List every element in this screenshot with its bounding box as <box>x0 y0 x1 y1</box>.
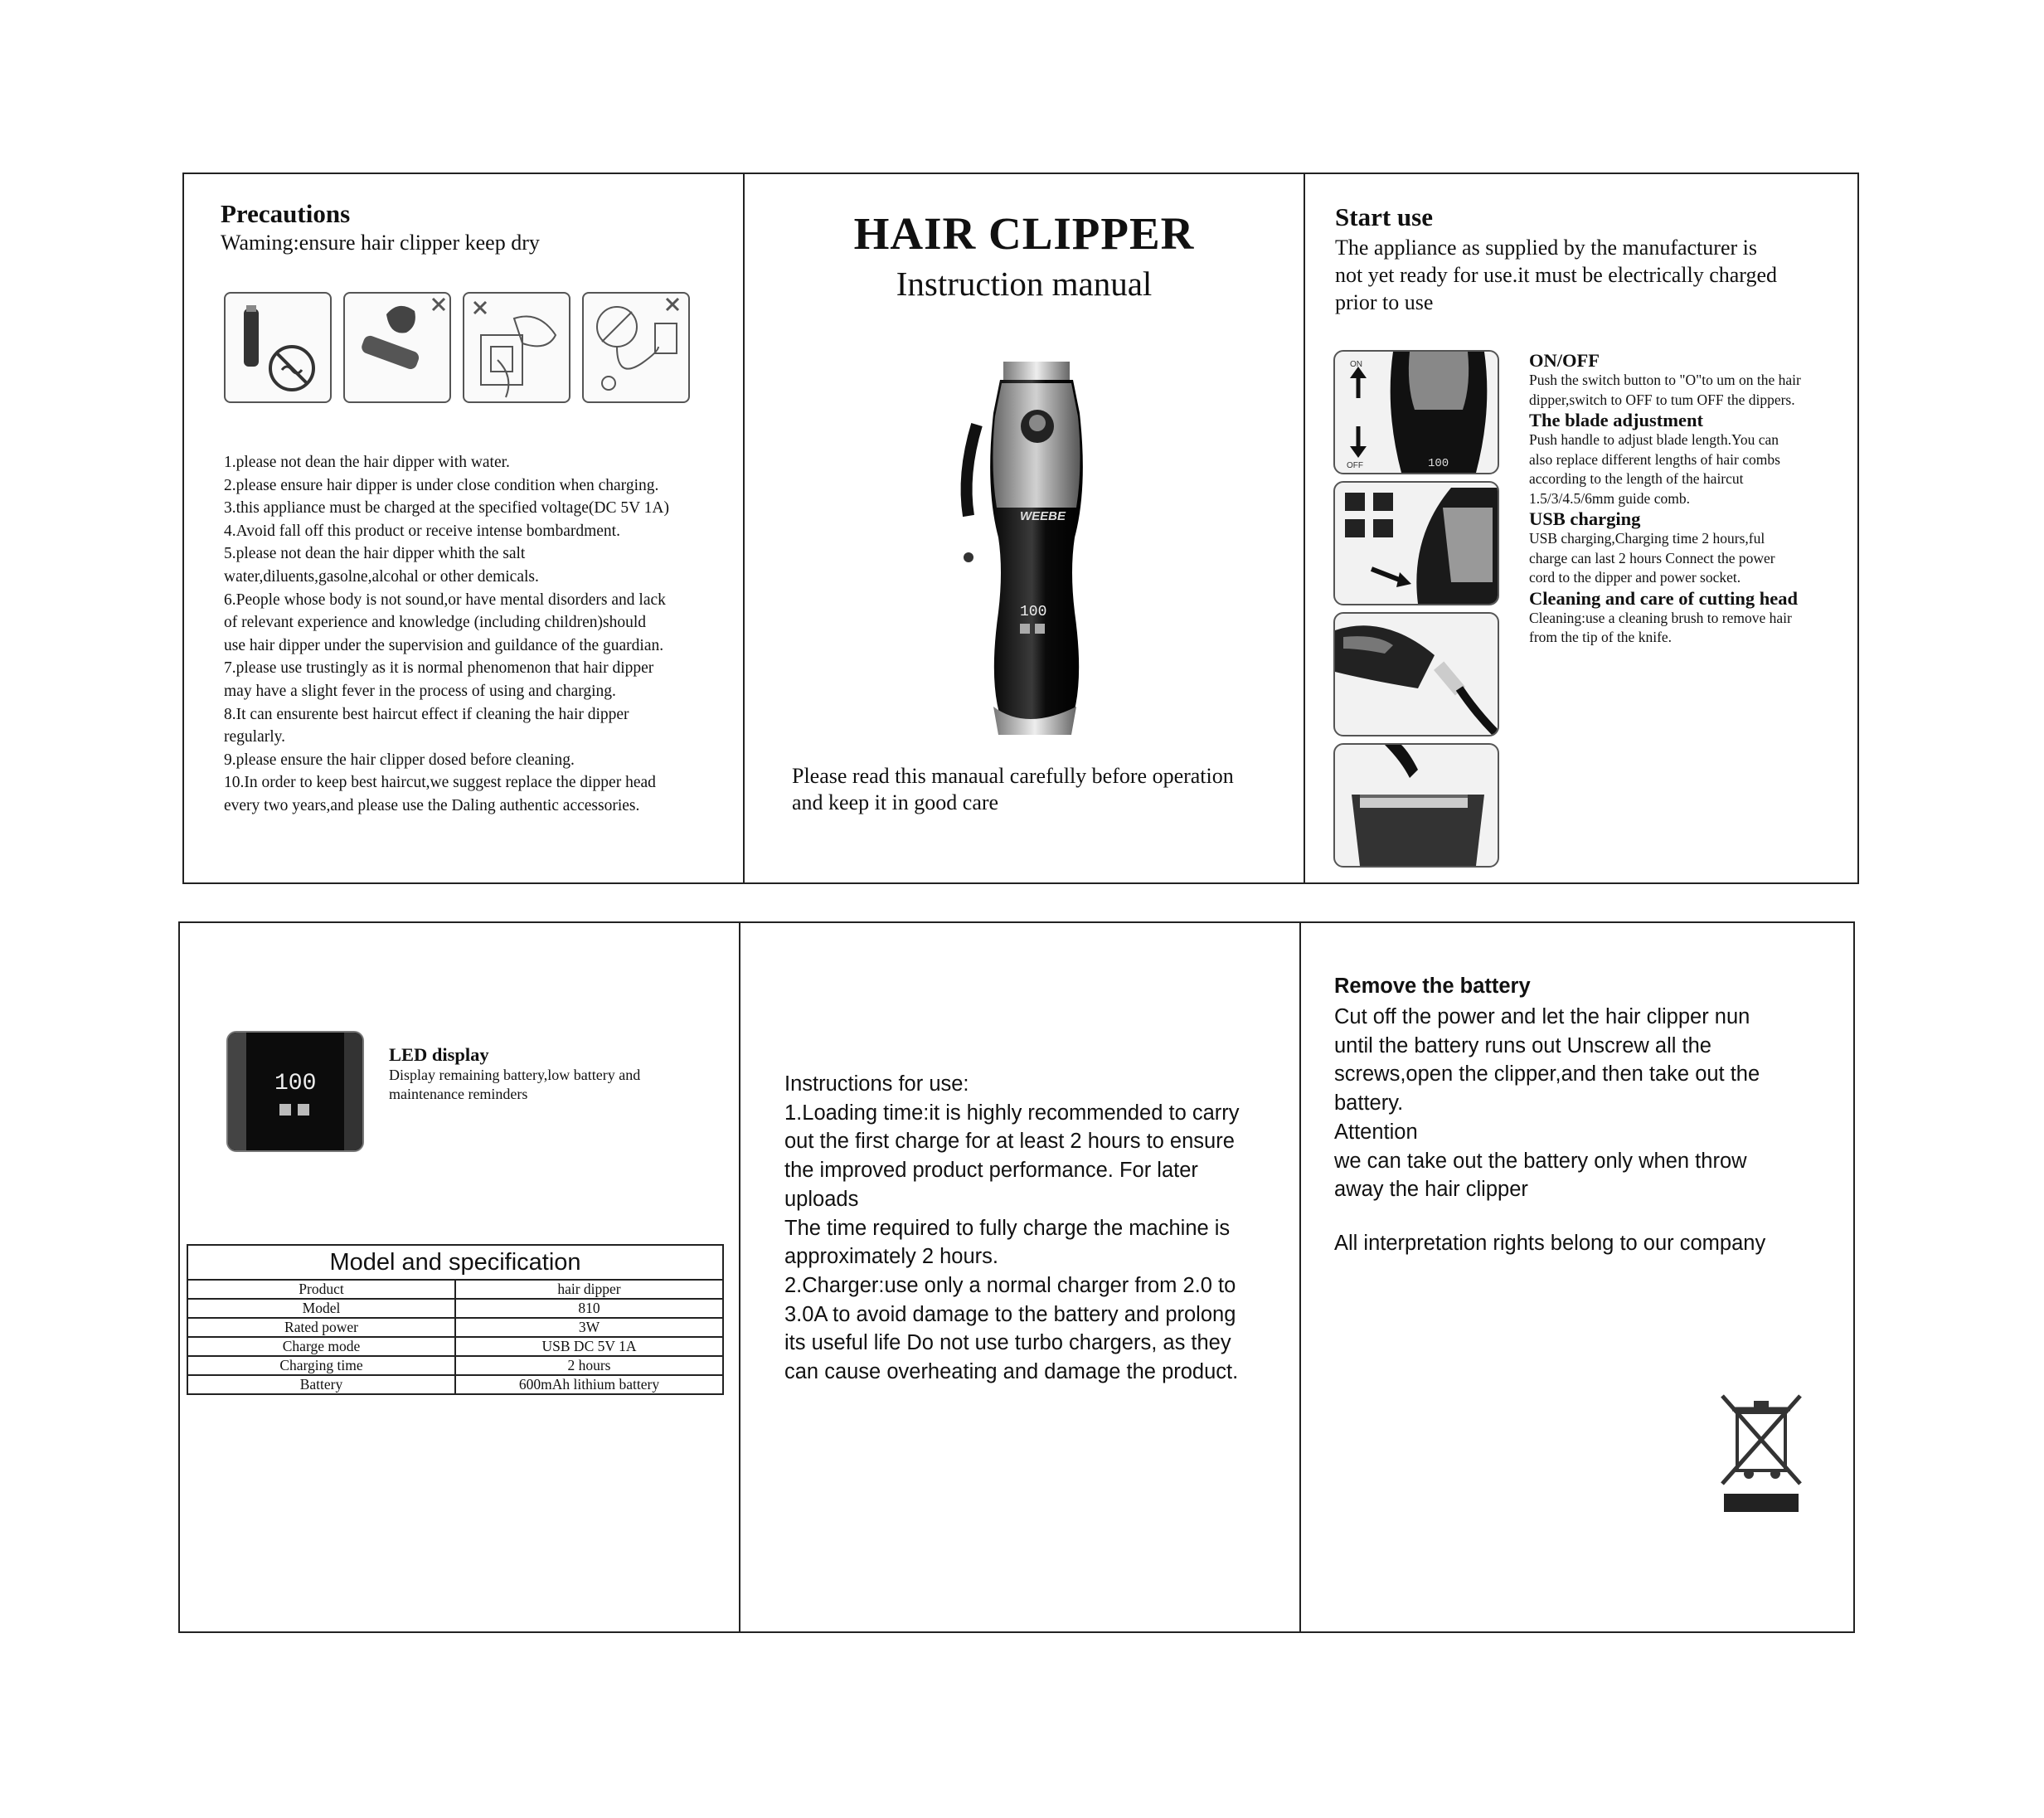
precaution-line: 7.please use trustingly as it is normal phenomenon that hair dipper <box>224 659 654 678</box>
precaution-line: 10.In order to keep best haircut,we suggest replace the dipper head <box>224 774 656 792</box>
off-label: OFF <box>1347 461 1363 470</box>
spec-value: USB DC 5V 1A <box>455 1337 723 1356</box>
spec-label: Product <box>187 1280 455 1299</box>
manual-subtitle: Instruction manual <box>896 265 1153 303</box>
spec-row <box>187 1337 723 1356</box>
spec-value: hair dipper <box>455 1280 723 1299</box>
usage-line: its useful life Do not use turbo chargers, as they <box>784 1331 1231 1355</box>
precaution-line: 9.please ensure the hair clipper dosed before cleaning. <box>224 751 575 769</box>
precautions-warning: Waming:ensure hair clipper keep dry <box>221 231 540 255</box>
start-use-heading: Start use <box>1335 202 1433 231</box>
spec-table <box>187 1279 724 1395</box>
svg-text:100: 100 <box>1428 457 1449 470</box>
spec-label: Battery <box>187 1375 455 1394</box>
on-label: ON <box>1350 360 1362 369</box>
step-text: Push the switch button to "O"to um on the hair <box>1529 372 1801 388</box>
usage-panel <box>740 923 1299 1631</box>
usage-line: can cause overheating and damage the product. <box>784 1360 1239 1384</box>
precaution-line: 6.People whose body is not sound,or have mental disorders and lack <box>224 591 666 609</box>
weee-bin-icon <box>1716 1388 1807 1512</box>
step-title: Cleaning and care of cutting head <box>1529 587 1798 609</box>
step-title: The blade adjustment <box>1529 410 1704 430</box>
step-text: USB charging,Charging time 2 hours,ful <box>1529 530 1765 547</box>
precaution-line: every two years,and please use the Daling authentic accessories. <box>224 796 640 814</box>
precaution-line: of relevant experience and knowledge (including children)should <box>224 614 646 632</box>
spec-row <box>187 1375 723 1394</box>
usage-line: 1.Loading time:it is highly recommended to carry <box>784 1101 1240 1125</box>
intro-line: not yet ready for use.it must be electrically charged <box>1335 263 1778 287</box>
usage-line: 2.Charger:use only a normal charger from 2.0 to <box>784 1273 1236 1297</box>
usage-line: The time required to fully charge the machine is <box>784 1216 1231 1240</box>
precaution-line: 3.this appliance must be charged at the specified voltage(DC 5V 1A) <box>224 499 670 518</box>
spec-row <box>187 1356 723 1375</box>
precaution-line: 4.Avoid fall off this product or receive intense bombardment. <box>224 522 620 540</box>
step-text: according to the length of the haircut <box>1529 470 1744 487</box>
clipper-image <box>952 358 1101 748</box>
led-value: 100 <box>274 1071 317 1096</box>
precaution-line: water,diluents,gasolne,alcohal or other demicals. <box>224 567 539 586</box>
precaution-line: use hair dipper under the supervision and guildance of the guardian. <box>224 636 664 654</box>
top-sheet <box>182 173 1859 884</box>
precaution-line: 2.please ensure hair dipper is under close condition when charging. <box>224 476 659 494</box>
clipper-display: 100 <box>1020 604 1047 620</box>
usage-line: approximately 2 hours. <box>784 1245 998 1269</box>
battery-line: we can take out the battery only when throw <box>1334 1149 1747 1173</box>
step-text: dipper,switch to OFF to tum OFF the dippers. <box>1529 391 1795 408</box>
battery-heading: Remove the battery <box>1334 975 1531 998</box>
battery-line: screws,open the clipper,and then take out the <box>1334 1062 1760 1086</box>
rights-statement: All interpretation rights belong to our company <box>1334 1232 1766 1255</box>
battery-line: Cut off the power and let the hair clipper nun <box>1334 1005 1750 1028</box>
spec-row <box>187 1299 723 1318</box>
step-text: Cleaning:use a cleaning brush to remove hair <box>1529 609 1792 626</box>
start-use-panel <box>1305 174 1859 882</box>
spec-label: Model <box>187 1299 455 1318</box>
precaution-line: 1.please not dean the hair dipper with water. <box>224 454 510 471</box>
precaution-line: 8.It can ensurente best haircut effect if cleaning the hair dipper <box>224 705 629 723</box>
spec-value: 3W <box>455 1318 723 1337</box>
no-wet-hands-icon <box>463 292 570 403</box>
brand-label: WEEBE <box>1020 509 1066 523</box>
no-water-icon <box>224 292 332 403</box>
no-cord-damage-icon <box>582 292 690 403</box>
step-title: USB charging <box>1529 508 1641 529</box>
precaution-line: may have a slight fever in the process of using and charging. <box>224 682 616 700</box>
battery-line: battery. <box>1334 1091 1404 1116</box>
spec-row <box>187 1280 723 1299</box>
intro-line: prior to use <box>1335 290 1434 314</box>
intro-line: The appliance as supplied by the manufacturer is <box>1335 236 1757 260</box>
precaution-line: 5.please not dean the hair dipper whith the salt <box>224 545 526 563</box>
start-use-steps <box>1529 350 1861 648</box>
usage-line: the improved product performance. For later <box>784 1159 1198 1183</box>
led-display-image <box>226 1031 364 1152</box>
led-description <box>389 1066 721 1104</box>
cover-panel <box>745 174 1304 882</box>
cover-note-line: Please read this manaual carefully before operation <box>792 764 1234 788</box>
warning-icons <box>224 292 697 405</box>
spec-label: Charge mode <box>187 1337 455 1356</box>
usage-line: Instructions for use: <box>784 1072 969 1096</box>
step-text: from the tip of the knife. <box>1529 629 1673 645</box>
step-text: charge can last 2 hours Connect the power <box>1529 549 1775 566</box>
battery-panel <box>1301 923 1855 1631</box>
start-use-intro <box>1335 234 1833 316</box>
precautions-list <box>224 451 755 818</box>
blade-adjust-image <box>1333 481 1499 605</box>
spec-panel <box>180 923 739 1631</box>
spec-label: Charging time <box>187 1356 455 1375</box>
battery-line: Attention <box>1334 1120 1418 1144</box>
step-text: Push handle to adjust blade length.You can <box>1529 431 1779 448</box>
usage-line: 3.0A to avoid damage to the battery and prolong <box>784 1302 1236 1326</box>
battery-line: away the hair clipper <box>1334 1178 1528 1202</box>
step-text: also replace different lengths of hair combs <box>1529 450 1780 468</box>
spec-row <box>187 1318 723 1337</box>
spec-label: Rated power <box>187 1318 455 1337</box>
precautions-heading: Precautions <box>221 199 351 228</box>
battery-line: until the battery runs out Unscrew all the <box>1334 1033 1711 1057</box>
precautions-panel <box>184 174 743 882</box>
usage-line: out the first charge for at least 2 hours to ensure <box>784 1130 1235 1154</box>
led-line: Display remaining battery,low battery and <box>389 1067 641 1083</box>
cover-note-line: and keep it in good care <box>792 790 999 814</box>
cleaning-image <box>1333 743 1499 868</box>
usage-text <box>784 1070 1290 1387</box>
led-heading: LED display <box>389 1044 489 1065</box>
usb-charging-image <box>1333 612 1499 736</box>
battery-text <box>1334 1003 1815 1204</box>
spec-value: 810 <box>455 1299 723 1318</box>
spec-title: Model and specification <box>187 1244 724 1281</box>
precaution-line: regularly. <box>224 728 285 746</box>
spec-value: 600mAh lithium battery <box>455 1375 723 1394</box>
manual-title: HAIR CLIPPER <box>853 208 1195 259</box>
step-text: 1.5/3/4.5/6mm guide comb. <box>1529 489 1690 507</box>
cover-note <box>792 763 1289 816</box>
bottom-sheet <box>178 921 1855 1633</box>
step-text: cord to the dipper and power socket. <box>1529 569 1741 586</box>
step-title: ON/OFF <box>1529 350 1600 371</box>
led-line: maintenance reminders <box>389 1086 528 1102</box>
no-children-icon <box>343 292 451 403</box>
spec-value: 2 hours <box>455 1356 723 1375</box>
on-off-image <box>1333 350 1499 474</box>
usage-line: uploads <box>784 1187 859 1211</box>
